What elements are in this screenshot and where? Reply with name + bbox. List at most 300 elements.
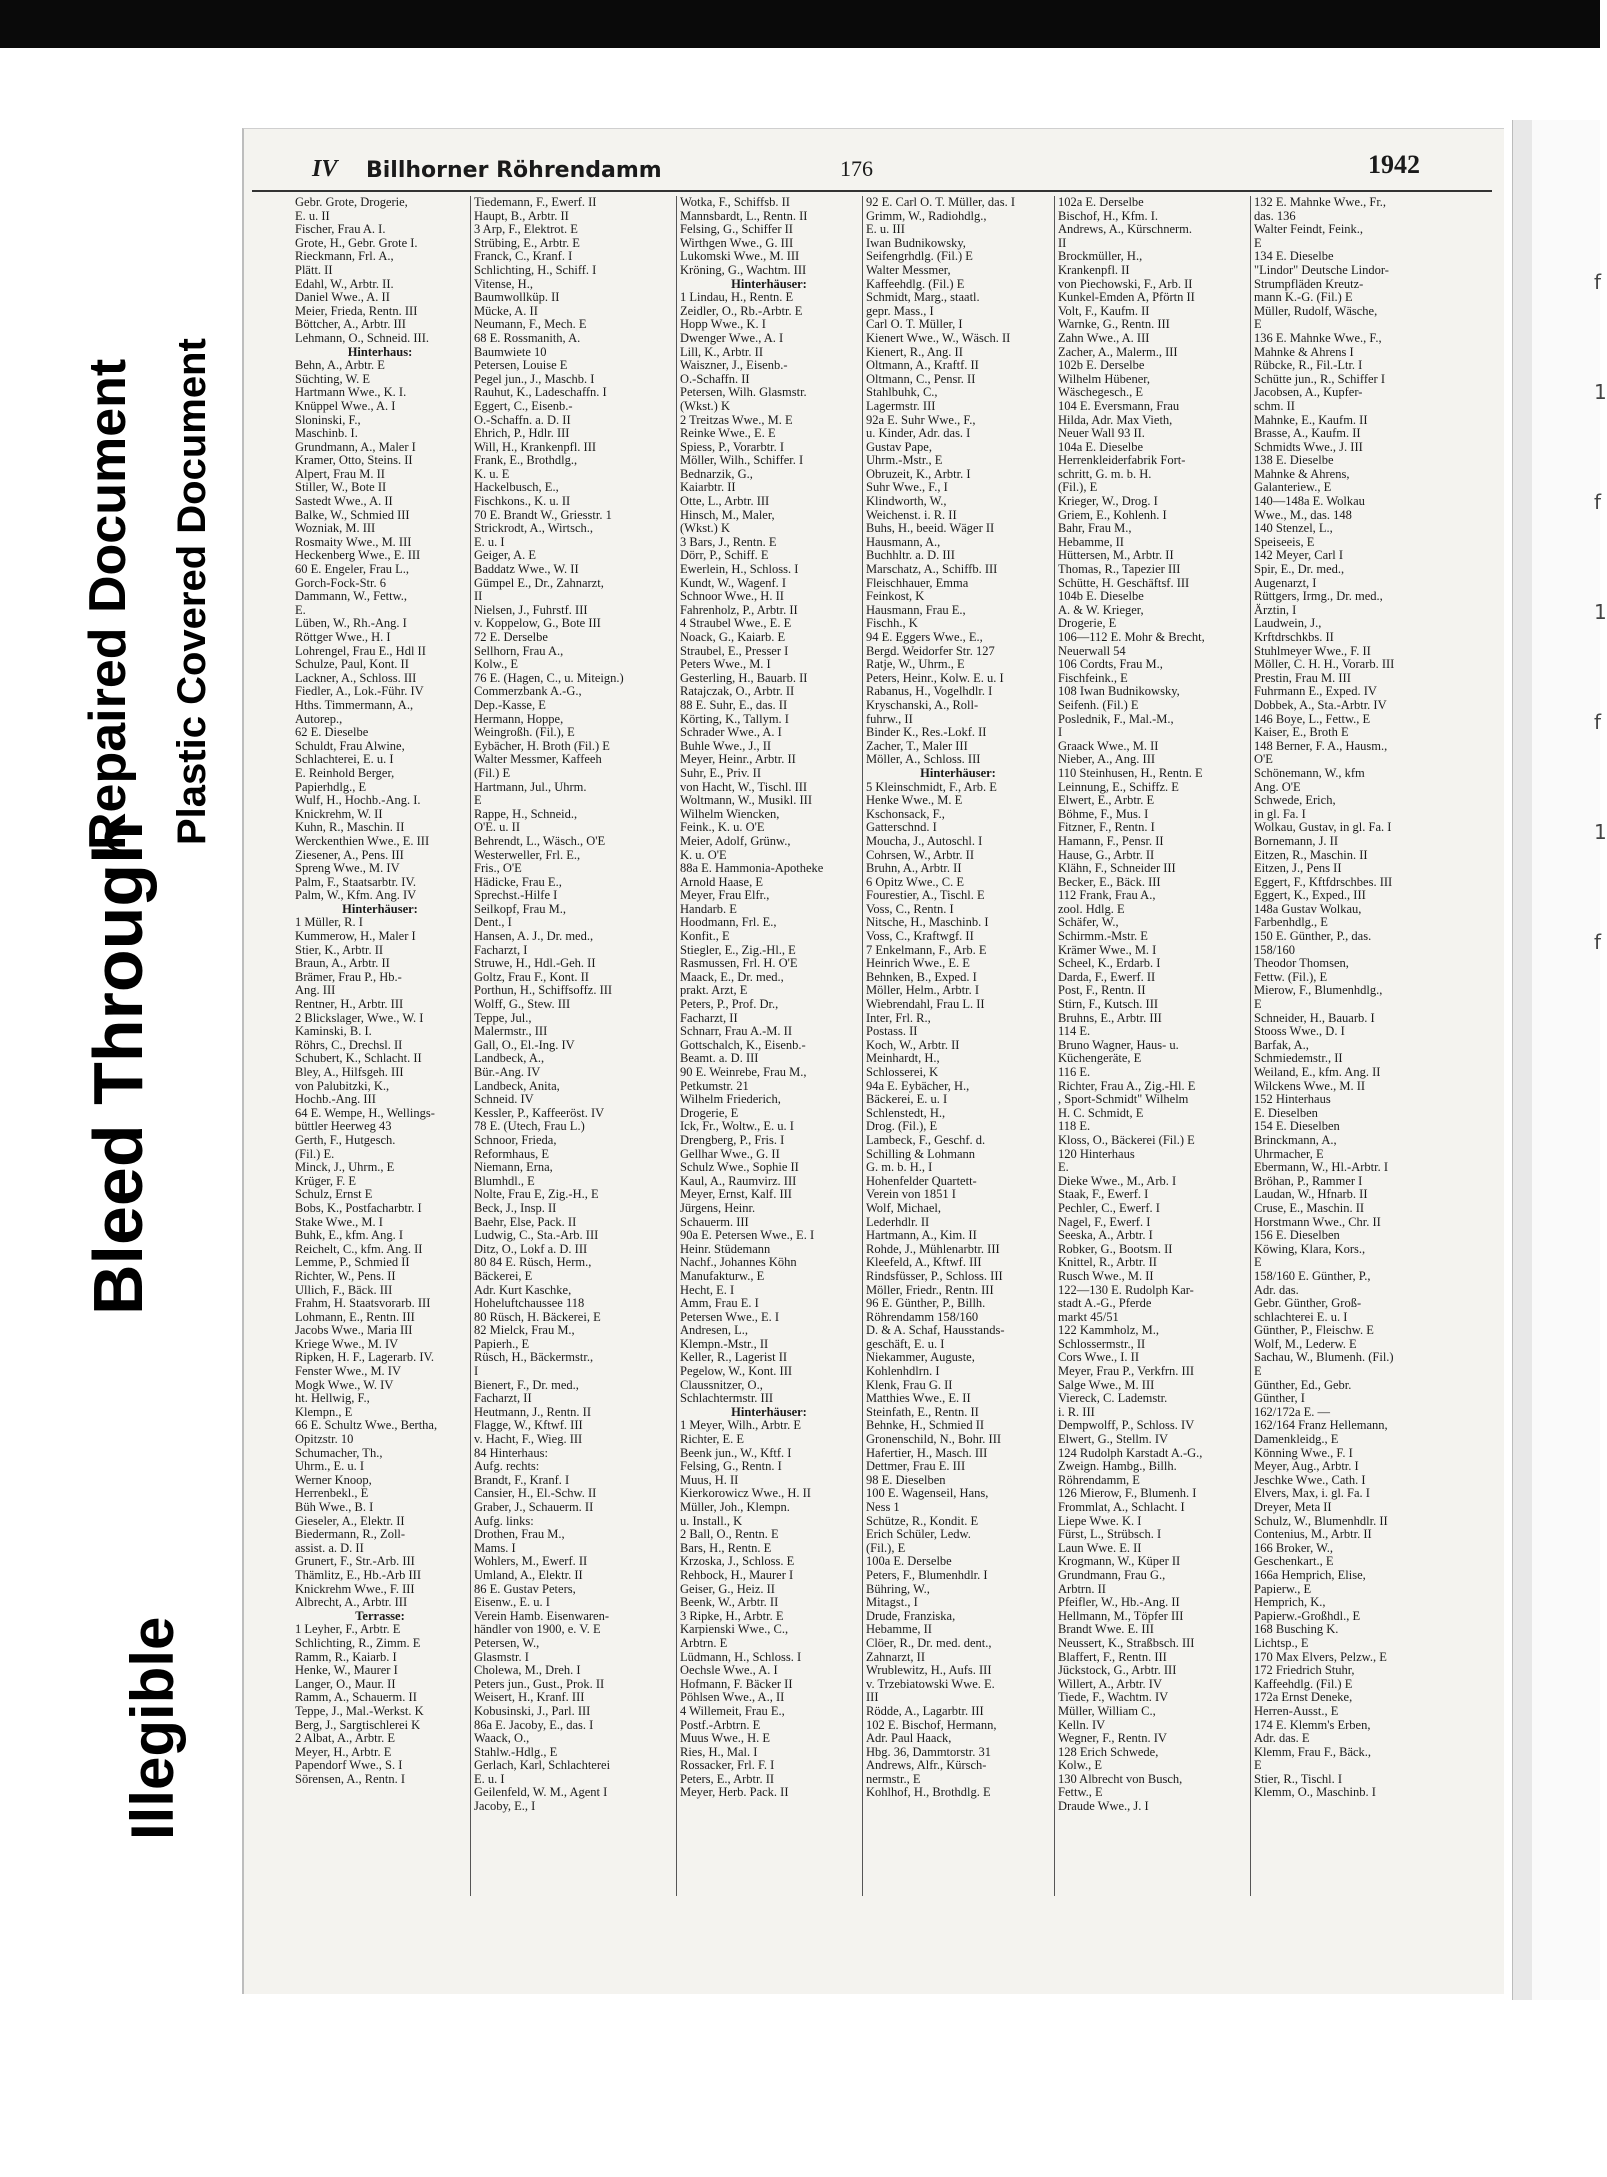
directory-entry: Marschatz, A., Schiffb. III	[866, 562, 998, 577]
directory-entry: Ness 1	[866, 1500, 900, 1514]
directory-entry: Biedermann, R., Zoll-	[295, 1527, 406, 1542]
directory-entry: Lohrengel, Frau E., Hdl II	[295, 643, 426, 658]
directory-entry: Postf.-Arbtrn. E	[680, 1717, 761, 1732]
directory-entry: Kaffeehdlg. (Fil.) E	[866, 276, 965, 291]
directory-entry: Brandt, F., Kranf. I	[474, 1472, 570, 1487]
directory-entry: Cholewa, M., Dreh. I	[474, 1663, 581, 1678]
directory-entry: geschäft, E. u. I	[866, 1336, 945, 1351]
directory-entry: Krämer Wwe., M. I	[1058, 942, 1157, 957]
directory-entry: Carl O. T. Müller, I	[866, 317, 963, 332]
directory-entry: Rödde, A., Lagarbtr. III	[866, 1703, 984, 1718]
directory-entry: Strübing, E., Arbtr. E	[474, 235, 580, 250]
directory-entry: Niemann, Erna,	[474, 1160, 553, 1175]
directory-entry: Meinhardt, H.,	[866, 1051, 940, 1066]
directory-entry: Knüppel Wwe., A. I	[295, 398, 396, 413]
directory-entry: Zacher, T., Maler III	[866, 738, 968, 753]
directory-entry: Wozniak, M. III	[295, 521, 376, 536]
directory-entry: III	[866, 1690, 879, 1705]
directory-entry: Viereck, C. Lademstr.	[1058, 1391, 1168, 1406]
directory-entry: 5 Kleinschmidt, F., Arb. E	[866, 779, 997, 794]
directory-entry: II	[1058, 235, 1067, 250]
directory-entry: Wolkau, Gustav, in gl. Fa. I	[1254, 820, 1392, 835]
directory-entry: Bornemann, J. II	[1254, 833, 1339, 848]
directory-entry: Günther, P., Fleischw. E	[1254, 1323, 1374, 1338]
directory-entry: Bröhan, P., Rammer I	[1254, 1173, 1363, 1188]
directory-entry: Meyer, Ernst, Kalf. III	[680, 1187, 792, 1202]
directory-entry: Hafertier, H., Masch. III	[866, 1445, 988, 1460]
directory-entry: von Hacht, W., Tischl. III	[680, 779, 808, 794]
directory-entry: Volt, F., Kaufm. II	[1058, 303, 1150, 318]
directory-entry: G. m. b. H., I	[866, 1160, 933, 1175]
directory-entry: Möller, Friedr., Rentn. III	[866, 1282, 994, 1297]
directory-entry: 2 Ball, O., Rentn. E	[680, 1527, 779, 1542]
directory-entry: Schütze, R., Kondit. E	[866, 1513, 979, 1528]
directory-entry: Kunkel-Emden A, Pförtn II	[1058, 290, 1195, 305]
directory-entry: Straubel, E., Presser I	[680, 643, 789, 658]
directory-entry: Brinckmann, A.,	[1254, 1132, 1337, 1147]
directory-entry: Haupt, B., Arbtr. II	[474, 208, 569, 223]
directory-entry: Meyer, H., Arbtr. E	[295, 1744, 392, 1759]
directory-entry: E	[1254, 235, 1262, 250]
directory-entry: Ramm, R., Kaiarb. I	[295, 1649, 397, 1664]
directory-entry: Fourestier, A., Tischl. E	[866, 888, 985, 903]
directory-entry: Ang. III	[295, 983, 336, 998]
directory-entry: Nieber, A., Ang. III	[1058, 752, 1156, 767]
directory-entry: Weingroßh. (Fil.), E	[474, 725, 575, 740]
directory-entry: Bischof, H., Kfm. I.	[1058, 208, 1158, 223]
directory-entry: Koch, W., Arbtr. II	[866, 1037, 960, 1052]
directory-entry: 174 E. Klemm's Erben,	[1254, 1717, 1371, 1732]
directory-entry: 126 Mierow, F., Blumenh. I	[1058, 1486, 1197, 1501]
directory-entry: Schlenstedt, H.,	[866, 1105, 946, 1120]
directory-entry: Schnoor Wwe., H. II	[680, 589, 784, 604]
directory-entry: Fischer, Frau A. I.	[295, 222, 386, 237]
directory-entry: 1 Leyher, F., Arbtr. E	[295, 1622, 401, 1637]
directory-entry: Rappe, H., Schneid.,	[474, 806, 578, 821]
label-repaired-document: Repaired Document	[79, 358, 137, 850]
directory-entry: Frahm, H. Staatsvorarb. III	[295, 1296, 431, 1311]
directory-entry: Wolf, M., Lederw. E	[1254, 1336, 1357, 1351]
directory-entry: Schulz Wwe., Sophie II	[680, 1160, 799, 1175]
directory-entry: Körting, K., Tallym. I	[680, 711, 789, 726]
directory-entry: II	[474, 589, 483, 604]
directory-entry: Zweign. Hambg., Billh.	[1058, 1459, 1177, 1474]
directory-entry: Schauerm. III	[680, 1214, 749, 1229]
directory-entry: 100a E. Derselbe	[866, 1554, 952, 1569]
directory-entry: Staak, F., Ewerf. I	[1058, 1187, 1149, 1202]
directory-entry: 134 E. Dieselbe	[1254, 249, 1334, 264]
directory-entry: Damenkleidg., E	[1254, 1432, 1339, 1447]
directory-entry: Elwert, G., Stellm. IV	[1058, 1432, 1169, 1447]
directory-entry: 150 E. Günther, P., das.	[1254, 929, 1372, 944]
directory-entry: Otte, L., Arbtr. III	[680, 494, 770, 509]
directory-entry: Karpienski Wwe., C.,	[680, 1622, 789, 1637]
directory-entry: 138 E. Dieselbe	[1254, 453, 1334, 468]
directory-entry: Laudwein, J.,	[1254, 616, 1322, 631]
directory-entry: Theodor Thomsen,	[1254, 956, 1349, 971]
directory-entry: Buhle Wwe., J., II	[680, 738, 772, 753]
directory-entry: Gellhar Wwe., G. II	[680, 1146, 780, 1161]
directory-entry: Daniel Wwe., A. II	[295, 290, 390, 305]
directory-entry: 108 Iwan Budnikowsky,	[1058, 684, 1180, 699]
directory-entry: Blaffert, F., Rentn. III	[1058, 1649, 1167, 1664]
directory-entry: Stooss Wwe., D. I	[1254, 1024, 1345, 1039]
directory-entry: Stirn, F., Kutsch. III	[1058, 997, 1159, 1012]
directory-entry: Postass. II	[866, 1024, 918, 1039]
directory-entry: Farbenhdlg., E	[1254, 915, 1328, 930]
directory-entry: Fitzner, F., Rentn. I	[1058, 820, 1155, 835]
directory-entry: Kaul, A., Raumvirz. III	[680, 1173, 797, 1188]
directory-entry: Küchengeräte, E	[1058, 1051, 1142, 1066]
directory-entry: Müller, Rudolf, Wäsche,	[1254, 303, 1378, 318]
directory-entry: Knickrehm, W. II	[295, 806, 383, 821]
directory-entry: Dammann, W., Fettw.,	[295, 589, 408, 604]
directory-entry: Kierkorowicz Wwe., H. II	[680, 1486, 811, 1501]
directory-entry: Gall, O., El.-Ing. IV	[474, 1037, 575, 1052]
label-illegible: Illegible	[119, 1616, 186, 1840]
directory-entry: Hausmann, A.,	[866, 534, 941, 549]
directory-entry: Oltmann, C., Pensr. II	[866, 371, 976, 386]
directory-entry: Meier, Adolf, Grünw.,	[680, 833, 791, 848]
directory-entry: Brasse, A., Kaufm. II	[1254, 426, 1361, 441]
directory-entry: 90 E. Weinrebe, Frau M.,	[680, 1065, 807, 1079]
directory-entry: Dettmer, Frau E. III	[866, 1459, 966, 1474]
directory-entry: Frommlat, A., Schlacht. I	[1058, 1500, 1185, 1514]
directory-entry: Voss, C., Rentn. I	[866, 901, 954, 916]
section-heading: Hinterhäuser:	[342, 901, 418, 916]
directory-entry: Peters jun., Gust., Prok. II	[474, 1676, 605, 1691]
directory-entry: Kobusinski, J., Parl. III	[474, 1703, 591, 1718]
directory-entry: Noack, G., Kaiarb. E	[680, 630, 786, 644]
directory-entry: Contenius, M., Arbtr. II	[1254, 1527, 1372, 1542]
directory-entry: Kaminski, B. I.	[295, 1024, 372, 1039]
directory-entry: nermstr., E	[866, 1771, 921, 1786]
directory-entry: Warnke, G., Rentn. III	[1058, 317, 1170, 332]
spine-mark: f	[1594, 710, 1602, 734]
directory-entry: Drothen, Frau M.,	[474, 1527, 565, 1542]
directory-entry: Gümpel E., Dr., Zahnarzt,	[474, 575, 604, 590]
directory-entry: 70 E. Brandt W., Griesstr. 1	[474, 507, 612, 522]
directory-entry: 140 Stenzel, L.,	[1254, 521, 1333, 536]
directory-entry: Lichtsp., E	[1254, 1635, 1309, 1650]
directory-entry: Augenarzt, I	[1254, 575, 1317, 590]
directory-entry: (Wkst.) K	[680, 398, 730, 413]
directory-column	[866, 196, 1050, 1896]
directory-entry: E. Reinhold Berger,	[295, 765, 395, 780]
directory-entry: Klähn, F., Schneider III	[1058, 861, 1176, 876]
directory-entry: Papendorf Wwe., S. I	[295, 1758, 403, 1773]
directory-entry: 136 E. Mahnke Wwe., F.,	[1254, 330, 1382, 345]
directory-entry: 118 E.	[1058, 1119, 1091, 1134]
directory-entry: E	[1254, 1758, 1262, 1773]
section-heading: Hinterhäuser:	[731, 276, 807, 291]
directory-entry: Adr. Kurt Kaschke,	[474, 1282, 572, 1297]
directory-entry: Elvers, Max, i. gl. Fa. I	[1254, 1486, 1370, 1501]
directory-entry: Cohrsen, W., Arbtr. II	[866, 847, 974, 862]
directory-entry: schm. II	[1254, 398, 1295, 413]
directory-entry: v. Trzebiatowski Wwe. E.	[866, 1676, 995, 1691]
directory-entry: I	[1058, 725, 1063, 740]
directory-entry: Graack Wwe., M. II	[1058, 738, 1159, 753]
directory-entry: Walter Messmer, Kaffeeh	[474, 752, 602, 767]
directory-entry: Dreyer, Meta II	[1254, 1500, 1332, 1514]
directory-entry: Rentner, H., Arbtr. III	[295, 997, 404, 1012]
page-edge	[1512, 120, 1533, 2000]
directory-entry: Andresen, L.,	[680, 1323, 749, 1338]
directory-entry: Seifengrhdlg. (Fil.) E	[866, 249, 973, 264]
directory-entry: Schnarr, Frau A.-M. II	[680, 1024, 792, 1039]
directory-entry: Büh Wwe., B. I	[295, 1500, 374, 1514]
directory-entry: Facharzt, II	[474, 1391, 532, 1406]
directory-entry: Nitsche, H., Maschinb. I	[866, 915, 989, 930]
directory-entry: 140—148a E. Wolkau	[1254, 494, 1365, 509]
directory-entry: Edahl, W., Arbtr. II.	[295, 276, 394, 291]
directory-entry: , Sport-Schmidt" Wilhelm	[1058, 1092, 1189, 1107]
directory-entry: 88 E. Suhr, E., das. II	[680, 697, 788, 712]
directory-entry: Moucha, J., Autoschl. I	[866, 833, 983, 848]
directory-entry: Kolw., E	[1058, 1758, 1102, 1773]
directory-entry: Landbeck, A.,	[474, 1051, 545, 1066]
directory-entry: 152 Hinterhaus	[1254, 1092, 1331, 1107]
directory-entry: Gustav Pape,	[866, 439, 932, 454]
directory-entry: 76 E. (Hagen, C., u. Miteign.)	[474, 670, 624, 685]
directory-entry: Bäckerei, E	[474, 1268, 533, 1283]
directory-entry: Ripken, H. F., Lagerarb. IV.	[295, 1350, 435, 1365]
directory-entry: Bednarzik, G.,	[680, 466, 753, 481]
directory-column	[1254, 196, 1454, 1896]
directory-entry: 148a Gustav Wolkau,	[1254, 901, 1362, 916]
directory-entry: 120 Hinterhaus	[1058, 1146, 1135, 1161]
directory-entry: Fischh., K	[866, 616, 918, 631]
directory-entry: v. Hacht, F., Wieg. III	[474, 1432, 583, 1447]
directory-entry: 88a E. Hammonia-Apotheke	[680, 861, 824, 876]
directory-entry: Plätt. II	[295, 262, 333, 277]
directory-entry: E.	[295, 602, 306, 617]
directory-entry: Spiess, P., Vorarbtr. I	[680, 439, 785, 454]
directory-entry: Umland, A., Elektr. II	[474, 1567, 583, 1582]
directory-entry: Mahnke, E., Kaufm. II	[1254, 412, 1368, 427]
directory-entry: Brockmüller, H.,	[1058, 249, 1143, 264]
directory-entry: Heckenberg Wwe., E. III	[295, 548, 421, 563]
directory-entry: Gebr. Grote, Drogerie,	[295, 195, 408, 209]
directory-entry: Bruhn, A., Arbtr. II	[866, 861, 962, 876]
directory-entry: Peters Wwe., M. I	[680, 657, 771, 672]
directory-entry: Bruno Wagner, Haus- u.	[1058, 1037, 1179, 1052]
directory-entry: (Fil.), E	[1058, 480, 1098, 495]
directory-entry: Eggert, K., Exped., III	[1254, 888, 1366, 903]
label-plastic-covered-document: Plastic Covered Document	[170, 338, 214, 845]
directory-entry: Kschonsack, F.,	[866, 806, 945, 821]
directory-entry: Eybächer, H. Broth (Fil.) E	[474, 738, 610, 753]
directory-entry: Schäfer, W.,	[1058, 915, 1119, 930]
directory-entry: Waiszner, J., Eisenb.-	[680, 358, 788, 373]
directory-entry: Aufg. links:	[474, 1513, 534, 1528]
directory-entry: Eitzen, J., Pens II	[1254, 861, 1342, 876]
directory-entry: zool. Hdlg. E	[1058, 901, 1125, 916]
directory-entry: Müller, Joh., Klempn.	[680, 1500, 790, 1514]
directory-entry: das. 136	[1254, 208, 1296, 223]
directory-entry: Ries, H., Mal. I	[680, 1744, 758, 1759]
header-rule	[252, 190, 1492, 192]
directory-entry: Meyer, Aug., Arbtr. I	[1254, 1459, 1359, 1474]
directory-entry: Pechler, C., Ewerf. I	[1058, 1200, 1160, 1215]
directory-entry: Hoodmann, Frl. E.,	[680, 915, 777, 930]
directory-entry: Geiser, G., Heiz. II	[680, 1581, 775, 1596]
directory-entry: Bobs, K., Postfacharbtr. I	[295, 1200, 422, 1215]
directory-entry: Drogerie, E	[680, 1105, 739, 1120]
directory-entry: Tiedemann, F., Ewerf. II	[474, 195, 597, 209]
directory-entry: Dobbek, A., Sta.-Arbtr. IV	[1254, 697, 1387, 712]
directory-entry: Hochb.-Ang. III	[295, 1092, 376, 1107]
directory-entry: Reformhaus, E	[474, 1146, 549, 1161]
directory-entry: Kloss, O., Bäckerei (Fil.) E	[1058, 1132, 1195, 1147]
directory-entry: Walter Feindt, Feink.,	[1254, 222, 1364, 237]
directory-entry: O.-Schaffn. II	[680, 371, 750, 386]
spine-mark: f	[1594, 930, 1602, 954]
directory-entry: Amm, Frau E. I	[680, 1296, 759, 1311]
directory-entry: Lederhdlr. II	[866, 1214, 930, 1229]
directory-entry: Stuhlmeyer Wwe., F. II	[1254, 643, 1371, 658]
directory-entry: Hinsch, M., Maler,	[680, 507, 775, 522]
directory-entry: Laun Wwe. E. II	[1058, 1540, 1142, 1555]
directory-entry: 158/160 E. Günther, P.,	[1254, 1268, 1371, 1283]
directory-entry: 1 Müller, R. I	[295, 915, 363, 930]
directory-entry: 166a Hemprich, Elise,	[1254, 1567, 1366, 1582]
directory-entry: Strumpfläden Kreutz-	[1254, 276, 1364, 291]
directory-entry: Hädicke, Frau E.,	[474, 874, 562, 889]
directory-entry: Sellhorn, Frau A.,	[474, 643, 564, 658]
street-name: Billhorner Röhrendamm	[366, 158, 662, 183]
directory-entry: Rüttgers, Irmg., Dr. med.,	[1254, 589, 1383, 604]
directory-entry: Werner Knoop,	[295, 1472, 372, 1487]
spine-mark: 1	[1594, 380, 1607, 404]
directory-entry: Schuldt, Frau Alwine,	[295, 738, 405, 753]
directory-entry: Kaiarbtr. II	[680, 480, 736, 495]
directory-entry: Wohlers, M., Ewerf. II	[474, 1554, 588, 1569]
directory-entry: Westerweller, Frl. E.,	[474, 847, 581, 862]
directory-entry: O'E	[1254, 752, 1273, 767]
directory-entry: Kriege Wwe., M. IV	[295, 1336, 399, 1351]
directory-entry: Wilhelm Wiencken,	[680, 806, 780, 821]
directory-entry: Kleefeld, A., Kftwf. III	[866, 1255, 982, 1270]
directory-entry: 146 Boye, L., Fettw., E	[1254, 711, 1371, 726]
directory-entry: Röhrs, C., Drechsl. II	[295, 1037, 403, 1052]
directory-column	[295, 196, 465, 1896]
directory-entry: Lehmann, O., Schneid. III.	[295, 330, 429, 345]
directory-entry: Mams. I	[474, 1540, 516, 1555]
directory-entry: Andrews, A., Kürschnerm.	[1058, 222, 1193, 237]
directory-entry: Ewerlein, H., Schloss. I	[680, 562, 799, 577]
directory-entry: 110 Steinhusen, H., Rentn. E	[1058, 765, 1203, 780]
directory-entry: Mitagst., I	[866, 1595, 918, 1610]
directory-entry: Poslednik, F., Mal.-M.,	[1058, 711, 1174, 726]
directory-entry: Schrader Wwe., A. I	[680, 725, 782, 740]
directory-entry: 94 E. Eggers Wwe., E.,	[866, 630, 983, 644]
directory-entry: Hansen, A. J., Dr. med.,	[474, 929, 594, 944]
directory-entry: Schubert, K., Schlacht. II	[295, 1051, 422, 1066]
directory-entry: 166 Broker, W.,	[1254, 1540, 1334, 1555]
year: 1942	[1368, 150, 1420, 179]
directory-entry: Stahlbuhk, C.,	[866, 385, 938, 400]
directory-entry: 64 E. Wempe, H., Wellings-	[295, 1105, 435, 1120]
directory-entry: Jacobs Wwe., Maria III	[295, 1323, 413, 1338]
directory-entry: Klenk, Frau G. II	[866, 1377, 953, 1392]
directory-entry: fuhrw., II	[866, 711, 913, 726]
directory-entry: Facharzt, II	[680, 1010, 738, 1025]
directory-entry: Henke Wwe., M. E	[866, 793, 963, 808]
directory-entry: stadt A.-G., Pferde	[1058, 1296, 1152, 1311]
directory-entry: Wilhelm Friederich,	[680, 1092, 781, 1107]
directory-entry: Lüben, W., Rh.-Ang. I	[295, 616, 407, 631]
directory-entry: 6 Opitz Wwe., C. E	[866, 874, 965, 889]
directory-entry: Fischkons., K. u. II	[474, 494, 571, 509]
directory-entry: Klempn.-Mstr., II	[680, 1336, 769, 1351]
directory-entry: Gerlach, Karl, Schlachterei	[474, 1758, 611, 1773]
directory-entry: Papierw.-Großhdl., E	[1254, 1608, 1361, 1623]
directory-entry: 3 Arp, F., Elektrot. E	[474, 222, 578, 237]
directory-entry: D. & A. Schaf, Hausstands-	[866, 1323, 1005, 1338]
directory-entry: Hebamme, II	[1058, 534, 1124, 549]
section-heading: Hinterhaus:	[347, 344, 413, 359]
directory-entry: Rauhut, K., Ladeschaffn. I	[474, 385, 607, 400]
directory-entry: Becker, E., Bäck. III	[1058, 874, 1161, 889]
directory-entry: Commerzbank A.-G.,	[474, 684, 582, 699]
directory-entry: Fiedler, A., Lok.-Führ. IV	[295, 684, 424, 699]
directory-entry: Darda, F., Ewerf. II	[1058, 969, 1156, 984]
directory-entry: Jürgens, Heinr.	[680, 1200, 756, 1215]
directory-entry: Heinrich Wwe., E. E	[866, 956, 970, 971]
directory-entry: Papierh., E	[474, 1336, 530, 1351]
directory-entry: Konfit., E	[680, 929, 730, 944]
directory-entry: 80 84 E. Rüsch, Herm.,	[474, 1255, 592, 1270]
directory-entry: Will, H., Krankenpfl. III	[474, 439, 597, 454]
directory-entry: Drude, Franziska,	[866, 1608, 956, 1623]
directory-entry: Lemme, P., Schmied II	[295, 1255, 410, 1270]
directory-entry: Sörensen, A., Rentn. I	[295, 1771, 406, 1786]
directory-entry: Geiger, A. E	[474, 548, 536, 563]
directory-entry: Rohde, J., Mühlenarbtr. III	[866, 1241, 1000, 1256]
directory-entry: Pöhlsen Wwe., A., II	[680, 1690, 785, 1705]
directory-entry: Muus, H. II	[680, 1472, 739, 1487]
directory-entry: Schnoor, Frieda,	[474, 1132, 557, 1147]
directory-entry: Mannsbardt, L., Rentn. II	[680, 208, 808, 223]
directory-entry: Wirthgen Wwe., G. III	[680, 235, 794, 250]
directory-entry: ht. Hellwig, F.,	[295, 1391, 370, 1406]
directory-entry: mann K.-G. (Fil.) E	[1254, 290, 1353, 305]
directory-entry: Schirmm.-Mstr. E	[1058, 929, 1148, 944]
directory-entry: Rabanus, H., Vogelhdlr. I	[866, 684, 993, 699]
directory-entry: Opitzstr. 10	[295, 1432, 354, 1447]
directory-entry: Fuhrmann E., Exped. IV	[1254, 684, 1377, 699]
directory-entry: Wolf, Michael,	[866, 1200, 942, 1215]
directory-entry: 172a Ernst Deneke,	[1254, 1690, 1353, 1705]
directory-column	[680, 196, 858, 1896]
directory-entry: Gerth, F., Hutgesch.	[295, 1132, 396, 1147]
directory-entry: Zahnarzt, II	[866, 1649, 925, 1664]
directory-entry: Knickrehm Wwe., F. III	[295, 1581, 415, 1596]
directory-entry: Schmidt, Marg., staatl.	[866, 290, 980, 305]
directory-entry: 1 Meyer, Wilh., Arbtr. E	[680, 1418, 801, 1433]
directory-entry: Brämer, Frau P., Hb.-	[295, 969, 402, 984]
directory-entry: Möller, A., Schloss. III	[866, 752, 981, 767]
directory-entry: Eitzen, R., Maschin. II	[1254, 847, 1368, 862]
directory-entry: Geschenkart., E	[1254, 1554, 1334, 1569]
directory-entry: Hamann, F., Pensr. II	[1058, 833, 1164, 848]
directory-entry: 94a E. Eybächer, H.,	[866, 1078, 970, 1093]
directory-entry: Wegner, F., Rentn. IV	[1058, 1731, 1167, 1746]
directory-entry: Teppe, Jul.,	[474, 1010, 532, 1025]
directory-entry: Rübcke, R., Fil.-Ltr. I	[1254, 358, 1363, 373]
